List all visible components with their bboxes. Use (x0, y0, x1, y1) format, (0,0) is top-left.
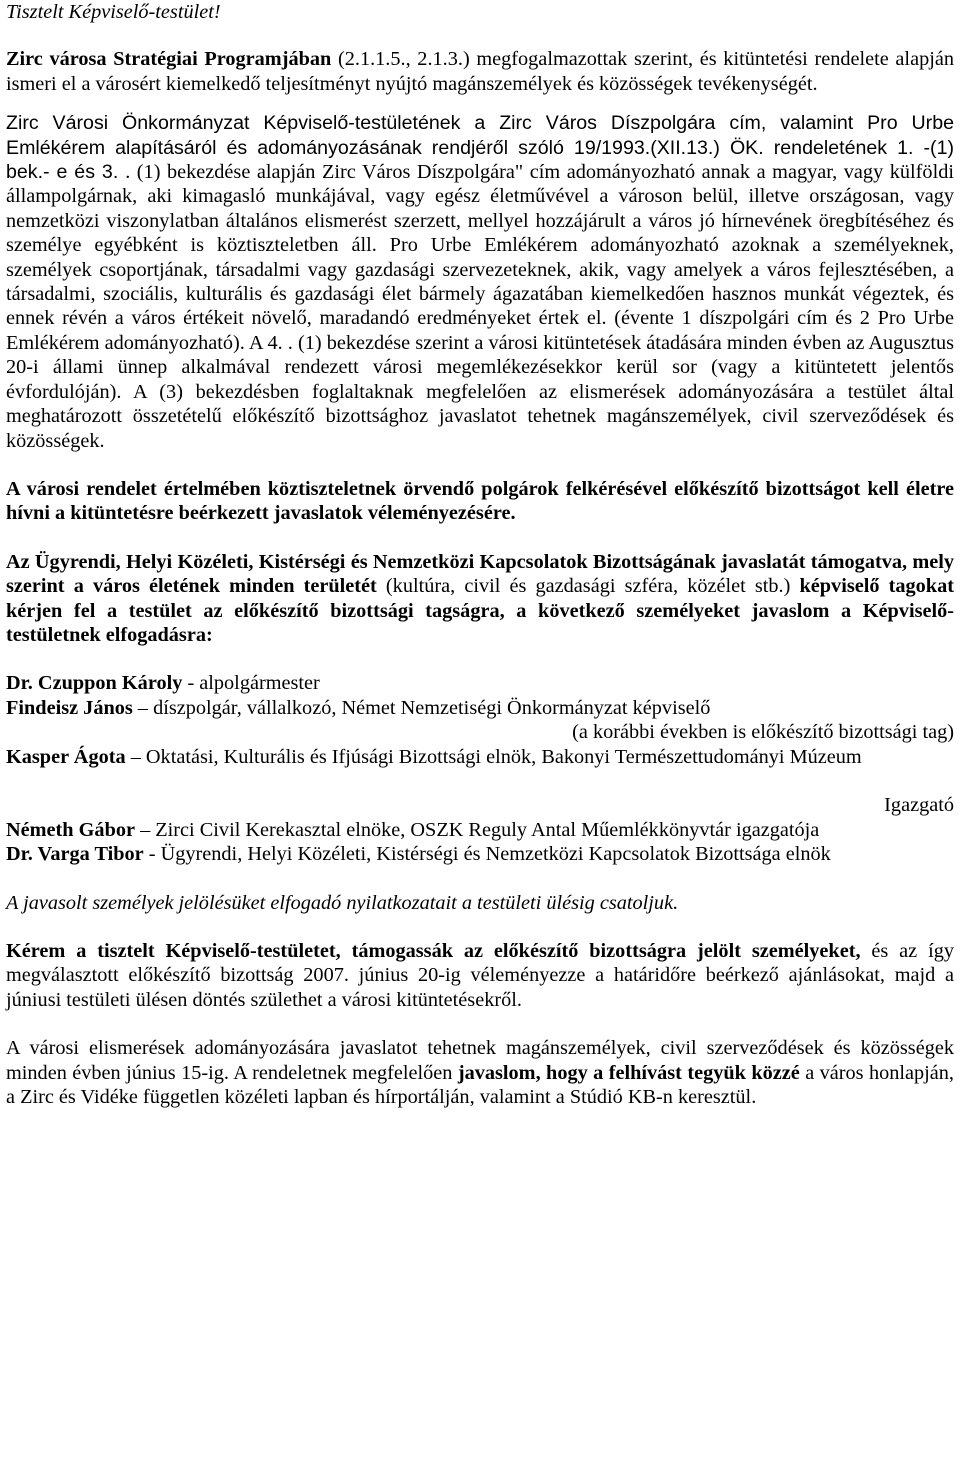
person-name: Dr. Czuppon Károly (6, 672, 183, 695)
paragraph-committee-need (6, 477, 954, 526)
person-note: Igazgató (884, 794, 954, 817)
person-description: - alpolgármester (182, 672, 320, 695)
regulation-intro: Zirc Városi Önkormányzat Képviselő-testületének a Zirc Város Díszpolgára cím, valamint Pro Urbe Emlékérem alapításáról és adományozásának rendjéről szóló 19/1993.(XII.13.) ÖK. rendeletének 1. -(1) bek.- e és 3. (6, 112, 954, 184)
paragraph-declarations: A javasolt személyek jelölésüket elfogadó nyilatkozatait a testületi ülésig csatoljuk. (6, 891, 679, 914)
proposal-bold-2: képviselő tagokat kérjen fel a testület az előkészítő bizottsági tagságra, a következő személyeket javaslom a Képviselő-testületnek elfogadásra: (6, 575, 954, 646)
salutation: Tisztelt Képviselő-testület! (6, 1, 221, 23)
paragraph-publication (6, 1036, 954, 1109)
person-description: – Zirci Civil Kerekasztal elnöke, OSZK Reguly Antal Műemlékkönyvtár igazgatója (135, 818, 820, 841)
paragraph-request (6, 939, 954, 1012)
person-name: Dr. Varga Tibor (6, 843, 144, 866)
person-item (6, 745, 954, 769)
request-text: és az így megválasztott előkészítő bizottság 2007. június 20-ig véleményezze a határidőre beérkező ajánlásokat, majd a júniusi testületi ülésen döntés születhet a városi kitüntetésekről. (6, 940, 954, 1011)
person-spacer (6, 769, 954, 793)
person-description: – díszpolgár, vállalkozó, Német Nemzetiségi Önkormányzat képviselő (132, 696, 711, 719)
person-item (6, 696, 954, 720)
person-item (6, 818, 954, 842)
person-name: Kasper Ágota (6, 745, 126, 768)
strategy-lead: Zirc városa Stratégiai Programjában (6, 48, 332, 71)
committee-need-text: A városi rendelet értelmében köztiszteletnek örvendő polgárok felkérésével előkészítő bizottságot kell életre hívni a kitüntetésre beérkezett javaslatok véleményezésére. (6, 477, 954, 525)
proposal-bold-1: Az Ügyrendi, Helyi Közéleti, Kistérségi és Nemzetközi Kapcsolatok Bizottságának javaslatát támogatva, mely szerint a város életének minden területét (6, 550, 954, 598)
paragraph-regulation (6, 111, 954, 453)
publication-text-2: a város honlapján, a Zirc és Vidéke független közéleti lapban és hírportálján, valamint a Stúdió KB-n keresztül. (6, 1061, 954, 1109)
person-item (6, 842, 954, 866)
person-note: (a korábbi években is előkészítő bizottsági tag) (572, 721, 954, 744)
strategy-text: (2.1.1.5., 2.1.3.) megfogalmazottak szerint, és kitüntetési rendelete alapján ismeri el a városért kiemelkedő teljesítményt nyújtó magánszemélyek és közösségek tevékenységét. (6, 48, 954, 95)
person-name: Findeisz János (6, 696, 133, 719)
person-name: Németh Gábor (6, 818, 135, 841)
person-item (6, 671, 954, 695)
regulation-text: . (1) bekezdése alapján Zirc Város Díszpolgára" cím adományozható annak a magyar, vagy külföldi állampolgárnak, aki kimagasló munkájával, vagy egész életművével a városon belül, illetve országosan, vagy nemzetközi viszonylatban általános elismerést szerzett, mellyel hozzájárult a város jó hírnevének öregbítéséhez és személye egyébként is köztiszteletben áll. Pro Urbe Emlékérem adományozható azoknak a személyeknek, személyek csoportjának, társadalmi vagy gazdasági szervezeteknek, akik, vagy amelyek a város fejlesztésében, a társadalmi, szociális, kulturális és gazdasági élet bármely ágazatában kiemelkedően hasznos munkát végeztek, és ennek révén a város értékeit növelő, maradandó eredményeket értek el. (évente 1 díszpolgári cím és 2 Pro Urbe Emlékérem adományozható). A 4. . (1) bekezdése szerint a városi kitüntetések átadására minden évben az Augusztus 20-i állami ünnep alkalmával rendezett városi megemlékezésekkor kerül sor (vagy a kitüntetett jelentős évfordulóján). A (3) bekezdésben foglaltaknak megfelelően az elismerések adományozására a testület által meghatározott összetételű előkészítő bizottsághoz javaslatot tehetnek magánszemélyek, civil szerveződések és közösségek. (6, 161, 954, 452)
request-bold: Kérem a tisztelt Képviselő-testületet, támogassák az előkészítő bizottságra jelölt személyeket, (6, 940, 861, 962)
proposal-normal: (kultúra, civil és gazdasági szféra, közélet stb.) (376, 575, 800, 598)
person-description: – Oktatási, Kulturális és Ifjúsági Bizottsági elnök, Bakonyi Természettudományi Múzeum (125, 745, 862, 768)
person-description: - Ügyrendi, Helyi Közéleti, Kistérségi és Nemzetközi Kapcsolatok Bizottsága elnök (143, 843, 831, 866)
person-list (6, 671, 954, 866)
publication-bold: javaslom, hogy a felhívást tegyük közzé (457, 1061, 800, 1084)
paragraph-strategy (6, 47, 954, 96)
paragraph-proposal (6, 550, 954, 648)
publication-text-1: A városi elismerések adományozására javaslatot tehetnek magánszemélyek, civil szerveződések és közösségek minden évben június 15-ig. A rendeletnek megfelelően (6, 1037, 954, 1084)
